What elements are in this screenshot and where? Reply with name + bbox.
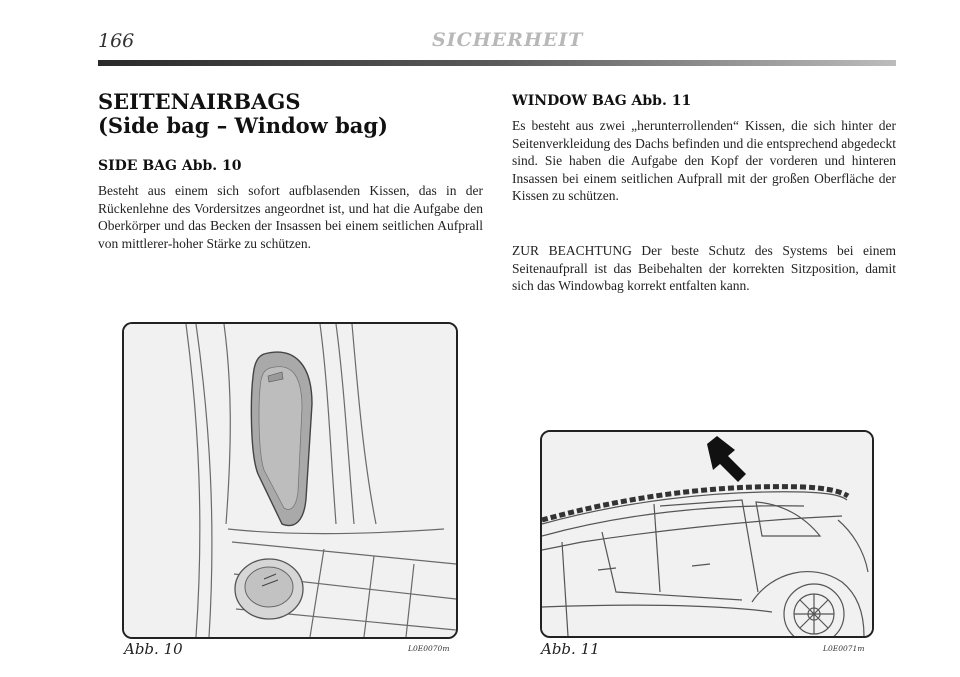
- window-bag-heading: WINDOW BAG Abb. 11: [512, 93, 692, 109]
- side-bag-heading: SIDE BAG Abb. 10: [98, 158, 242, 174]
- side-bag-text: Besteht aus einem sich sofort aufblasenden Kissen, das in der Rückenlehne des Vordersitzes angeordnet ist, und hat die Aufgabe den Oberkörper und das Becken der Insassen bei einem seitlichen Aufprall von mittlerer-hoher Stärke zu schützen.: [98, 183, 483, 251]
- car-window-airbag-illustration-icon: [542, 432, 872, 636]
- page-title: [98, 90, 388, 138]
- page-title-line1: SEITENAIRBAGS: [98, 89, 301, 114]
- figure-11-caption: Abb. 11: [541, 640, 600, 658]
- window-bag-note: ZUR BEACHTUNG Der beste Schutz des Systems bei einem Seitenaufprall ist das Beibehalten der korrekten Sitzposition, damit sich das Windowbag korrekt entfalten kann.: [512, 243, 896, 294]
- header-rule: [98, 60, 896, 66]
- seat-side-airbag-illustration-icon: [124, 324, 456, 637]
- section-title: SICHERHEIT: [432, 29, 584, 51]
- figure-10-frame: [122, 322, 458, 639]
- window-bag-text: Es besteht aus zwei „herunterrollenden“ Kissen, die sich hinter der Seitenverkleidung des Dachs befinden und die entsprechend abgedeckt sind. Sie haben die Aufgabe den Kopf der vorderen und hinteren Insassen bei einem seitlichen Aufprall mit der großen Oberfläche der Kissen zu schützen.: [512, 118, 896, 204]
- figure-10-caption: Abb. 10: [124, 640, 183, 658]
- figure-11-frame: [540, 430, 874, 638]
- figure-11-code: L0E0071m: [823, 644, 865, 653]
- page-number: 166: [98, 30, 135, 52]
- figure-10-code: L0E0070m: [408, 644, 450, 653]
- page-title-line2: (Side bag – Window bag): [98, 113, 388, 138]
